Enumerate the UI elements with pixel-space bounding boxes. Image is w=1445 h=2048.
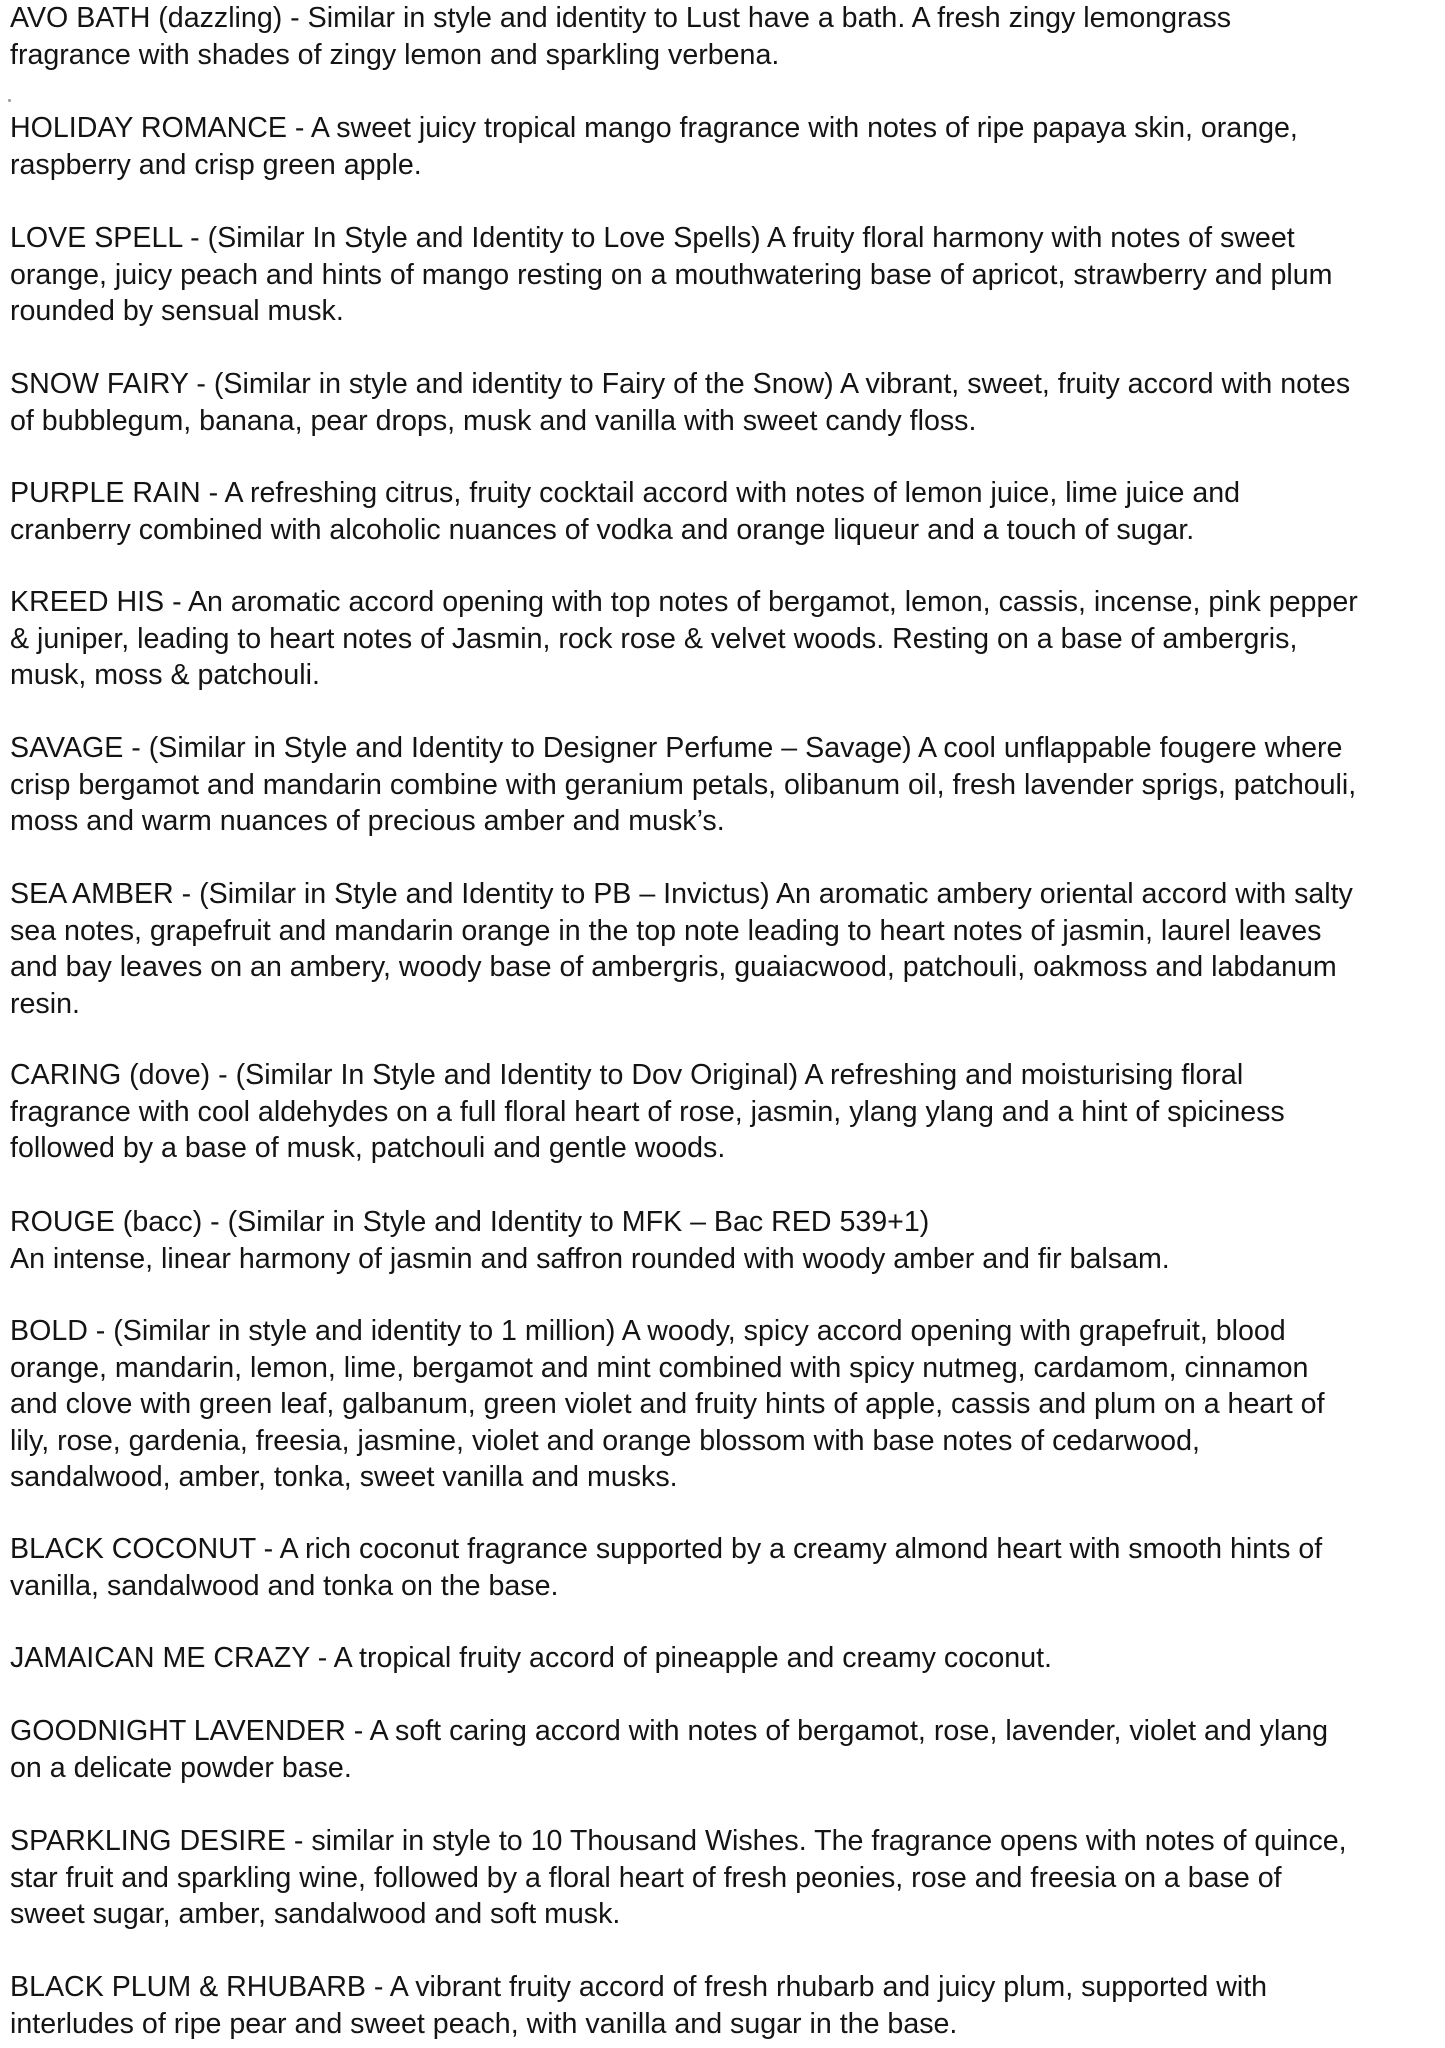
entry-jamaican-me-crazy: JAMAICAN ME CRAZY - A tropical fruity accord of pineapple and creamy coconut. <box>10 1642 1052 1674</box>
entry-black-coconut: BLACK COCONUT - A rich coconut fragrance supported by a creamy almond heart with smooth hints of vanilla, sandalwood and tonka on the base. <box>10 1533 1323 1602</box>
entry-avo-bath: AVO BATH (dazzling) - Similar in style and identity to Lust have a bath. A fresh zingy lemongrass fragrance with shades of zingy lemon and sparkling verbena. <box>10 2 1232 71</box>
entry-sea-amber: SEA AMBER - (Similar in Style and Identity to PB – Invictus) An aromatic ambery oriental accord with salty sea notes, grapefruit and mandarin orange in the top note leading to heart notes of jasmin, laurel leaves and bay leaves on an ambery, woody base of ambergris, guaiacwood, patchouli, oakmoss and labdanum resin. <box>10 878 1353 1020</box>
entry-purple-rain: PURPLE RAIN - A refreshing citrus, fruity cocktail accord with notes of lemon juice, lime juice and cranberry combined with alcoholic nuances of vodka and orange liqueur and a touch of sugar. <box>10 477 1241 546</box>
entry-sparkling-desire: SPARKLING DESIRE - similar in style to 10 Thousand Wishes. The fragrance opens with notes of quince, star fruit and sparkling wine, followed by a floral heart of fresh peonies, rose and freesia on a base of sweet sugar, amber, sandalwood and soft musk. <box>10 1825 1347 1930</box>
entry-caring: CARING (dove) - (Similar In Style and Identity to Dov Original) A refreshing and moisturising floral fragrance with cool aldehydes on a full floral heart of rose, jasmin, ylang ylang and a hint of spiciness followed by a base of musk, patchouli and gentle woods. <box>10 1059 1285 1164</box>
entry-kreed-his: KREED HIS - An aromatic accord opening with top notes of bergamot, lemon, cassis, incense, pink pepper & juniper, leading to heart notes of Jasmin, rock rose & velvet woods. Resting on a base of ambergris, musk, moss & patchouli. <box>10 586 1358 691</box>
entry-snow-fairy: SNOW FAIRY - (Similar in style and identity to Fairy of the Snow) A vibrant, sweet, fruity accord with notes of bubblegum, banana, pear drops, musk and vanilla with sweet candy floss. <box>10 368 1351 437</box>
entry-holiday-romance: HOLIDAY ROMANCE - A sweet juicy tropical mango fragrance with notes of ripe papaya skin, orange, raspberry and crisp green apple. <box>10 112 1298 181</box>
entry-bold: BOLD - (Similar in style and identity to 1 million) A woody, spicy accord opening with grapefruit, blood orange, mandarin, lemon, lime, bergamot and mint combined with spicy nutmeg, cardamom, cinnamon and clove with green leaf, galbanum, green violet and fruity hints of apple, cassis and plum on a heart of lily, rose, gardenia, freesia, jasmine, violet and orange blossom with base notes of cedarwood, sandalwood, amber, tonka, sweet vanilla and musks. <box>10 1315 1325 1493</box>
entry-black-plum-rhubarb: BLACK PLUM & RHUBARB - A vibrant fruity accord of fresh rhubarb and juicy plum, supported with interludes of ripe pear and sweet peach, with vanilla and sugar in the base. <box>10 1971 1268 2040</box>
entry-rouge: ROUGE (bacc) - (Similar in Style and Identity to MFK – Bac RED 539+1) An intense, linear harmony of jasmin and saffron rounded with woody amber and fir balsam. <box>10 1206 1170 1275</box>
entry-love-spell: LOVE SPELL - (Similar In Style and Identity to Love Spells) A fruity floral harmony with notes of sweet orange, juicy peach and hints of mango resting on a mouthwatering base of apricot, strawberry and plum rounded by sensual musk. <box>10 222 1333 327</box>
scan-speck <box>8 99 11 102</box>
entry-goodnight-lavender: GOODNIGHT LAVENDER - A soft caring accord with notes of bergamot, rose, lavender, violet and ylang on a delicate powder base. <box>10 1715 1329 1784</box>
entry-savage: SAVAGE - (Similar in Style and Identity to Designer Perfume – Savage) A cool unflappable fougere where crisp bergamot and mandarin combine with geranium petals, olibanum oil, fresh lavender sprigs, patchouli, moss and warm nuances of precious amber and musk’s. <box>10 732 1357 837</box>
